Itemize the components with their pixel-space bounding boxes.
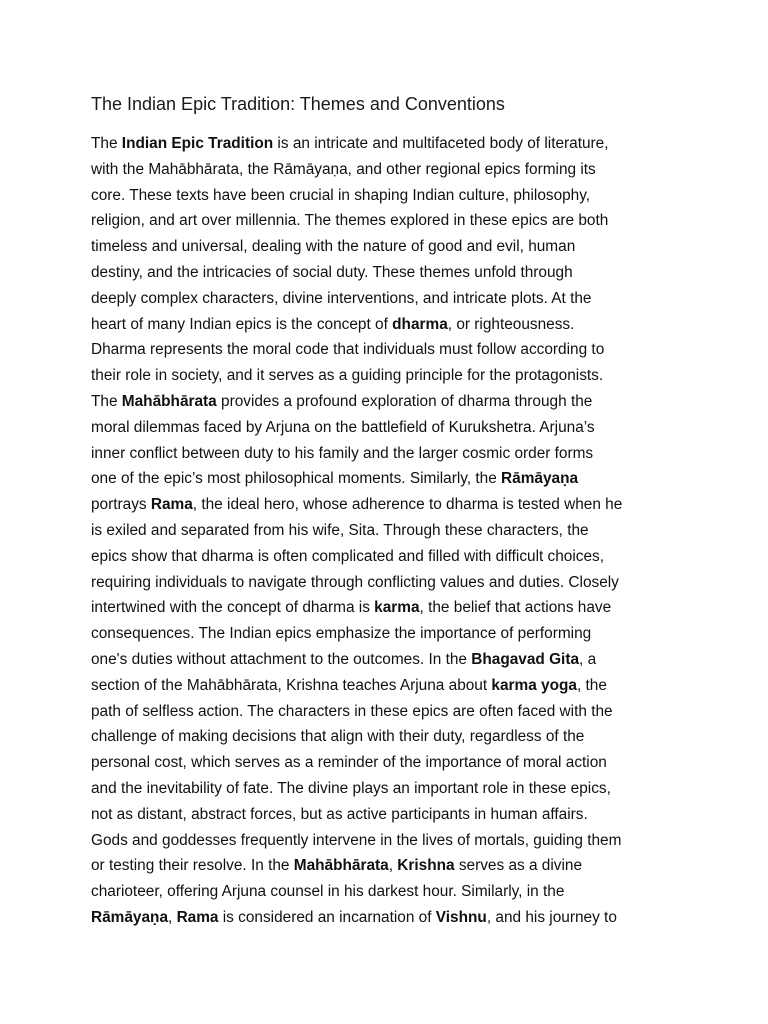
- text-line: [91, 828, 691, 854]
- text-line: [91, 363, 691, 389]
- text-run: challenge of making decisions that align with their duty, regardless of the: [91, 728, 585, 746]
- text-run: their role in society, and it serves as a guiding principle for the protagonists.: [91, 367, 604, 385]
- text-run: religion, and art over millennia. The themes explored in these epics are both: [91, 212, 609, 230]
- text-run: , and his journey to: [486, 908, 617, 926]
- text-line: [91, 853, 691, 879]
- bold-term: Bhagavad Gita: [471, 650, 580, 668]
- text-run: consequences. The Indian epics emphasize the importance of performing: [91, 625, 592, 643]
- text-line: [91, 673, 691, 699]
- text-run: epics show that dharma is often complicated and filled with difficult choices,: [91, 547, 605, 565]
- document-title: The Indian Epic Tradition: Themes and Conventions: [91, 94, 505, 114]
- text-run: Gods and goddesses frequently intervene in the lives of mortals, guiding them: [91, 831, 622, 849]
- text-line: [91, 131, 691, 157]
- bold-term: Krishna: [397, 857, 455, 875]
- text-line: [91, 802, 691, 828]
- bold-term: Indian Epic Tradition: [121, 135, 274, 152]
- text-run: timeless and universal, dealing with the nature of good and evil, human: [91, 238, 576, 256]
- bold-term: dharma: [392, 315, 448, 333]
- text-line: [91, 183, 691, 209]
- text-run: provides a profound exploration of dharma through the: [216, 392, 593, 410]
- text-run: serves as a divine: [454, 857, 583, 875]
- text-run: not as distant, abstract forces, but as active participants in human affairs.: [91, 805, 588, 823]
- bold-term: Rama: [176, 908, 219, 926]
- text-line: [91, 441, 691, 467]
- text-line: [91, 415, 691, 441]
- text-line: [91, 337, 691, 363]
- text-line: [91, 492, 691, 518]
- text-line: [91, 312, 691, 338]
- text-line: [91, 466, 691, 492]
- text-run: with the Mahābhārata, the Rāmāyaṇa, and other regional epics forming its: [91, 160, 596, 178]
- text-run: core. These texts have been crucial in shaping Indian culture, philosophy,: [91, 186, 591, 204]
- text-run: Dharma represents the moral code that individuals must follow according to: [91, 341, 605, 359]
- text-run: path of selfless action. The characters in these epics are often faced with the: [91, 702, 613, 720]
- text-run: section of the Mahābhārata, Krishna teaches Arjuna about: [91, 676, 492, 694]
- text-run: requiring individuals to navigate through conflicting values and duties. Closely: [91, 573, 619, 591]
- text-run: ,: [388, 857, 398, 875]
- bold-term: Vishnu: [435, 908, 487, 926]
- text-line: [91, 621, 691, 647]
- text-run: , the: [576, 676, 607, 694]
- text-run: is an intricate and multifaceted body of literature,: [273, 135, 609, 152]
- text-run: and the inevitability of fate. The divine plays an important role in these epics,: [91, 779, 611, 797]
- text-line: [91, 905, 691, 931]
- text-run: The: [91, 135, 122, 152]
- text-run: The: [91, 392, 122, 410]
- text-line: [91, 286, 691, 312]
- text-line: [91, 776, 691, 802]
- text-run: is exiled and separated from his wife, Sita. Through these characters, the: [91, 521, 589, 539]
- bold-term: karma: [374, 599, 420, 617]
- text-run: destiny, and the intricacies of social duty. These themes unfold through: [91, 263, 573, 281]
- bold-term: Rama: [150, 496, 193, 514]
- text-line: [91, 157, 691, 183]
- text-run: , or righteousness.: [447, 315, 575, 333]
- text-run: , the belief that actions have: [419, 599, 612, 617]
- text-line: [91, 389, 691, 415]
- text-line: [91, 544, 691, 570]
- text-run: one of the epic’s most philosophical moments. Similarly, the: [91, 470, 502, 488]
- text-run: moral dilemmas faced by Arjuna on the battlefield of Kurukshetra. Arjuna’s: [91, 418, 595, 436]
- bold-term: Mahābhārata: [293, 857, 389, 875]
- text-run: portrays: [91, 496, 151, 514]
- text-line: [91, 595, 691, 621]
- text-run: charioteer, offering Arjuna counsel in his darkest hour. Similarly, in the: [91, 883, 565, 901]
- text-line: [91, 647, 691, 673]
- text-line: [91, 260, 691, 286]
- text-line: [91, 750, 691, 776]
- text-run: ,: [168, 908, 177, 926]
- text-run: , the ideal hero, whose adherence to dharma is tested when he: [192, 496, 623, 514]
- bold-term: Mahābhārata: [121, 392, 217, 410]
- text-line: [91, 234, 691, 260]
- text-run: one's duties without attachment to the outcomes. In the: [91, 650, 472, 668]
- text-run: heart of many Indian epics is the concept of: [91, 315, 393, 333]
- text-line: [91, 208, 691, 234]
- text-run: deeply complex characters, divine interventions, and intricate plots. At the: [91, 289, 592, 307]
- body-paragraph: [91, 131, 691, 931]
- text-line: [91, 879, 691, 905]
- text-run: inner conflict between duty to his family and the larger cosmic order forms: [91, 444, 594, 462]
- bold-term: Rāmāyaṇa: [501, 470, 579, 488]
- text-run: personal cost, which serves as a reminder of the importance of moral action: [91, 754, 607, 772]
- text-line: [91, 699, 691, 725]
- text-run: or testing their resolve. In the: [91, 857, 294, 875]
- bold-term: karma yoga: [491, 676, 577, 694]
- text-line: [91, 570, 691, 596]
- text-run: is considered an incarnation of: [218, 908, 436, 926]
- text-run: , a: [579, 650, 597, 668]
- text-line: [91, 724, 691, 750]
- text-line: [91, 518, 691, 544]
- bold-term: Rāmāyaṇa: [91, 908, 168, 926]
- text-run: intertwined with the concept of dharma is: [91, 599, 375, 617]
